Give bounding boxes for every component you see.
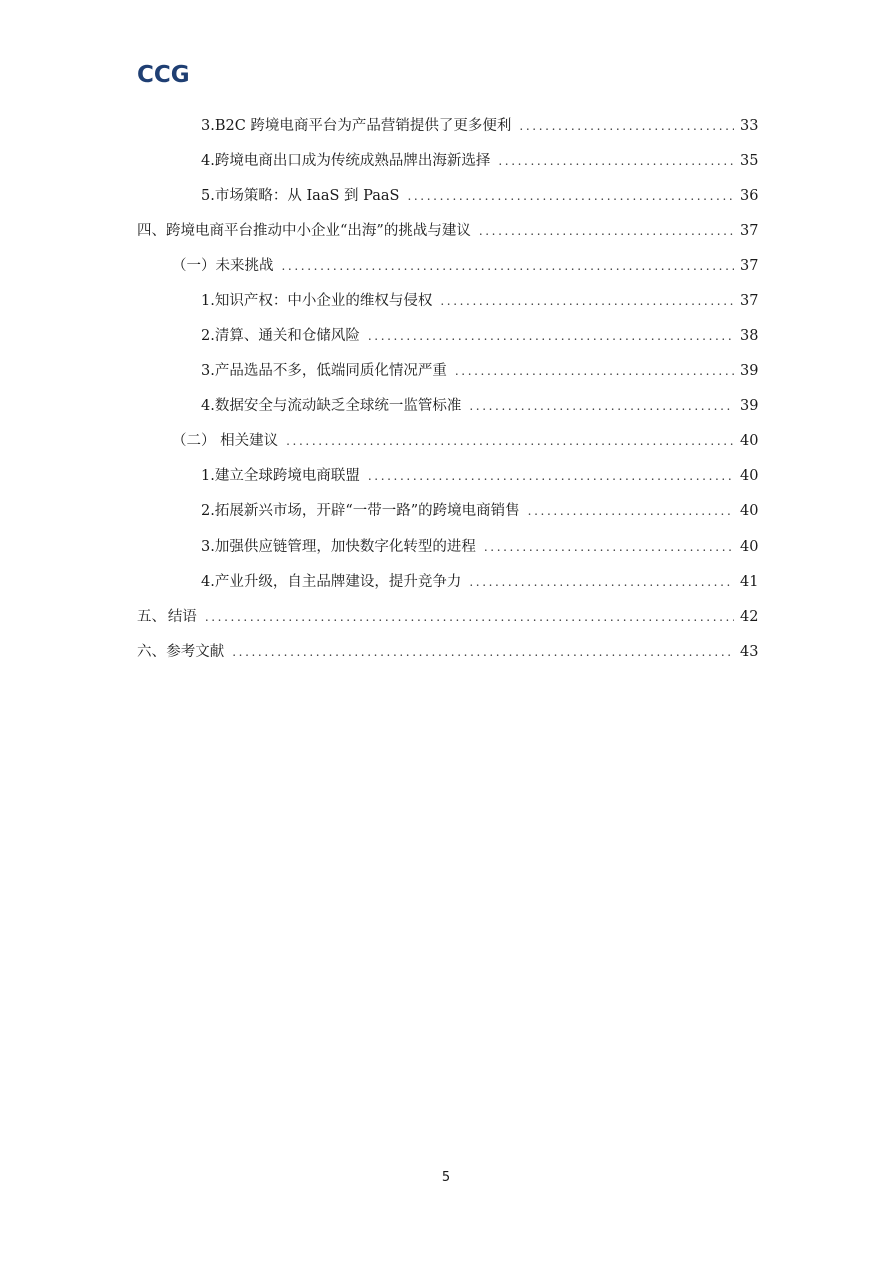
toc-entry[interactable] [201, 396, 758, 416]
toc-entry-label: 4.产业升级，自主品牌建设，提升竞争力 [201, 574, 462, 590]
toc-entry-page: 39 [740, 363, 759, 379]
toc-leader-dots [282, 256, 735, 276]
toc-leader-dots [455, 361, 734, 381]
toc-entry-page: 40 [740, 468, 759, 484]
toc-leader-dots [440, 291, 734, 311]
toc-entry-label: 3.产品选品不多，低端同质化情况严重 [201, 363, 447, 379]
toc-entry-page: 37 [740, 223, 759, 239]
toc-leader-dots [479, 221, 734, 241]
toc-entry-label: 3.加强供应链管理，加快数字化转型的进程 [201, 539, 476, 555]
toc-entry-label: 结语 [167, 609, 197, 625]
toc-entry-page: 39 [740, 398, 759, 414]
toc-entry-label: 1.建立全球跨境电商联盟 [201, 468, 360, 484]
toc-entry-page: 40 [740, 433, 759, 449]
toc-section-number: 六、 [137, 644, 166, 660]
toc-entry-label: 4.数据安全与流动缺乏全球统一监管标准 [201, 398, 462, 414]
toc-entry-label: 2.清算、通关和仓储风险 [201, 328, 360, 344]
toc-entry[interactable] [201, 186, 758, 206]
toc-section-entry[interactable] [137, 607, 758, 627]
toc-entry[interactable] [201, 361, 758, 381]
toc-entry[interactable] [201, 116, 758, 136]
toc-entry-page: 36 [740, 188, 759, 204]
toc-leader-dots [205, 607, 734, 627]
toc-leader-dots [232, 642, 734, 662]
toc-leader-dots [407, 186, 734, 206]
toc-entry-page: 42 [740, 609, 759, 625]
toc-entry-label: 4.跨境电商出口成为传统成熟品牌出海新选择 [201, 153, 491, 169]
toc-entry-page: 40 [740, 503, 759, 519]
toc-entry-label: （一）未来挑战 [172, 258, 274, 274]
ccg-logo: CCG [137, 62, 190, 88]
toc-subsection-entry[interactable] [172, 256, 758, 276]
page-number: 5 [441, 1170, 451, 1185]
toc-entry-label: 2.拓展新兴市场，开辟“一带一路”的跨境电商销售 [201, 503, 520, 519]
toc-entry-label: 3.B2C 跨境电商平台为产品营销提供了更多便利 [201, 118, 512, 134]
toc-entry-label: 1.知识产权：中小企业的维权与侵权 [201, 293, 433, 309]
toc-entry-page: 41 [740, 574, 759, 590]
toc-entry-page: 38 [740, 328, 759, 344]
toc-leader-dots [469, 572, 734, 592]
toc-section-entry[interactable] [137, 642, 758, 662]
toc-entry-label: （二） 相关建议 [172, 433, 279, 449]
toc-section-entry[interactable] [137, 221, 758, 241]
toc-entry[interactable] [201, 151, 758, 171]
toc-leader-dots [469, 396, 734, 416]
toc-entry-page: 43 [740, 644, 759, 660]
toc-entry-page: 40 [740, 539, 759, 555]
toc-entry[interactable] [201, 291, 758, 311]
toc-leader-dots [368, 466, 734, 486]
toc-entry-page: 37 [740, 258, 759, 274]
toc-entry-page: 33 [740, 118, 759, 134]
toc-entry[interactable] [201, 326, 758, 346]
toc-entry[interactable] [201, 466, 758, 486]
toc-entry[interactable] [201, 501, 758, 521]
toc-entry-page: 35 [740, 153, 759, 169]
toc-section-number: 四、 [137, 223, 166, 239]
toc-entry[interactable] [201, 572, 758, 592]
toc-leader-dots [498, 151, 734, 171]
toc-leader-dots [368, 326, 734, 346]
toc-entry[interactable] [201, 537, 758, 557]
toc-entry-page: 37 [740, 293, 759, 309]
toc-leader-dots [519, 116, 734, 136]
toc-leader-dots [286, 431, 734, 451]
toc-subsection-entry[interactable] [172, 431, 758, 451]
toc-entry-label: 跨境电商平台推动中小企业“出海”的挑战与建议 [166, 223, 471, 239]
toc-entry-label: 5.市场策略：从 IaaS 到 PaaS [201, 188, 400, 204]
toc-leader-dots [528, 501, 734, 521]
toc-leader-dots [484, 537, 734, 557]
toc-section-number: 五、 [137, 609, 166, 625]
toc-entry-label: 参考文献 [166, 644, 225, 660]
